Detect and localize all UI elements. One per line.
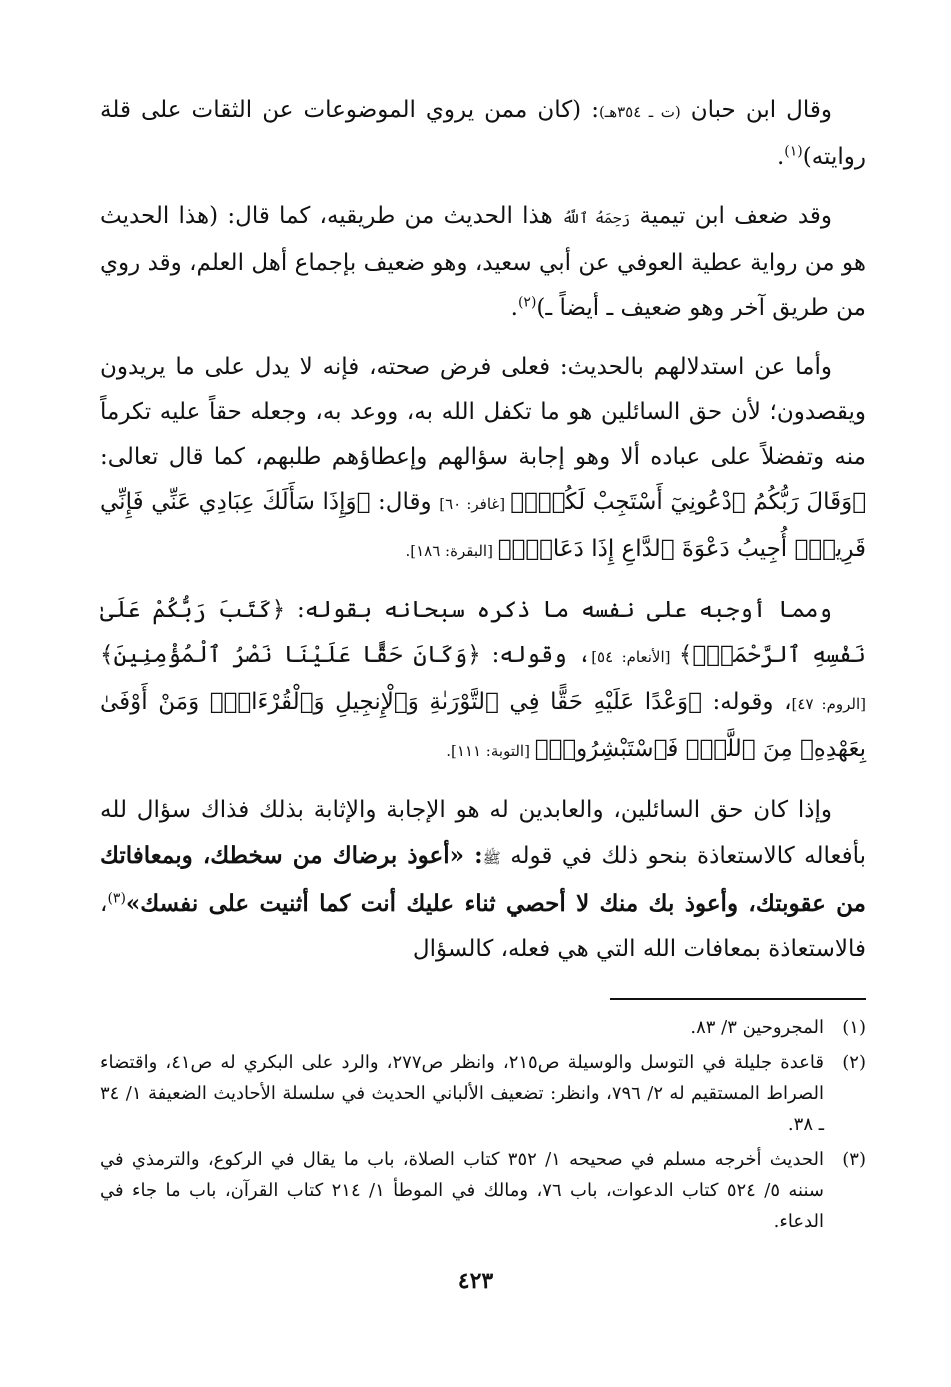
text-segment: ومما أوجبه على نفسه ما ذكره سبحانه بقوله: <box>285 597 832 623</box>
quran-verse: ﴿وَكَانَ حَقًّا عَلَيْنَا نَصْرُ ٱلْمُؤْمِنِينَ﴾ <box>100 642 481 668</box>
quran-verse: ﴿وَقَالَ رَبُّكُمُ ٱدْعُونِيٓ أَسْتَجِبْ لَكُمْۚ﴾ <box>510 489 866 515</box>
quran-verse: ﴿كَتَبَ رَبُّكُمْ عَلَىٰ نَفْسِهِ ٱلرَّحْمَةَۖ﴾ <box>100 597 866 668</box>
footnote-text: قاعدة جليلة في التوسل والوسيلة ص٢١٥، وانظر ص٢٧٧، والرد على البكري له ص٤١، واقتضاء الصراط المستقيم له ٢/ ٧٩٦، وانظر: تضعيف الألباني الحديث في سلسلة الأحاديث الضعيفة ١/ ٣٤ ـ ٣٨. <box>100 1052 824 1135</box>
text-segment: : «أعوذ برضاك من سخطك، وبمعافاتك من عقوبتك، وأعوذ بك منك لا أحصي ثناء عليك أنت كما أثنيت على نفسك» <box>100 842 866 917</box>
text-segment: هذا الحديث من طريقيه، كما قال: (هذا الحديث هو من رواية عطية العوفي عن أبي سعيد، وهو ضعيف بإجماع أهل العلم، وقد روي من طريق آخر وهو ضعيف ـ أيضاً ـ) <box>100 203 866 321</box>
text-segment: وقد ضعف ابن تيمية <box>630 203 833 229</box>
text-segment: . <box>510 295 518 321</box>
footnote-number: (٢) <box>842 1052 866 1073</box>
text-segment: (ت ـ ٣٥٤هـ) <box>598 103 681 121</box>
page-number: ٤٢٣ <box>457 1268 494 1294</box>
paragraph <box>100 588 866 774</box>
footnote-text: الحديث أخرجه مسلم في صحيحه ١/ ٣٥٢ كتاب الصلاة، باب ما يقال في الركوع، والترمذي في سننه ٥/ ٥٢٤ كتاب الدعوات، باب ٧٦، ومالك في الموطأ ١/ ٢١٤ كتاب القرآن، باب ما جاء في الدعاء. <box>100 1149 824 1232</box>
text-segment: ، وقوله: <box>480 642 592 668</box>
text-segment: [غافر: ٦٠] <box>439 495 511 513</box>
footnote-text: المجروحين ٣/ ٨٣. <box>690 1017 824 1038</box>
footnotes <box>100 1012 866 1241</box>
text-segment: [الروم: ٤٧] <box>791 695 867 713</box>
paragraph <box>100 345 866 574</box>
footnote-divider <box>610 998 866 1000</box>
footnote-ref: (١) <box>784 143 803 160</box>
footnote <box>100 1047 866 1140</box>
footnote-ref: (٣) <box>107 890 126 907</box>
text-segment: [التوبة: ١١١]. <box>446 742 535 760</box>
main-text <box>100 88 866 986</box>
quran-verse: ﴿وَإِذَا سَأَلَكَ عِبَادِي عَنِّي فَإِنِّي قَرِيبٌۖ أُجِيبُ دَعْوَةَ ٱلدَّاعِ إِذَا دَعَانِۖ﴾ <box>100 489 866 562</box>
paragraph <box>100 194 866 331</box>
footnote <box>100 1012 866 1043</box>
text-segment: [الأنعام: ٥٤] <box>591 648 679 666</box>
text-segment: وقال: <box>370 489 440 515</box>
text-segment: : (كان ممن يروي الموضوعات عن الثقات على قلة روايته) <box>100 97 866 170</box>
text-segment: وأما عن استدلالهم بالحديث: فعلى فرض صحته، فإنه لا يدل على ما يريدون ويقصدون؛ لأن حق السائلين هو ما تكفل الله به، ووعد به، وجعله حقاً عليه تكرماً منه وتفضلاً على عباده ألا وهو إجابة سؤالهم وإعطاؤهم طلبهم، كما قال تعالى: <box>100 354 866 470</box>
paragraph <box>100 788 866 972</box>
text-segment: وإذا كان حق السائلين، والعابدين له هو الإجابة والإثابة بذلك فذاك سؤال لله بأفعاله كالاستعاذة بنحو ذلك في قوله <box>100 797 866 869</box>
text-segment: ﷺ <box>482 849 501 867</box>
text-segment: ، وقوله: <box>701 689 792 715</box>
footnote <box>100 1144 866 1237</box>
quran-verse: ﴿وَعْدًا عَلَيْهِ حَقًّا فِي ٱلتَّوْرَىٰةِ وَٱلْإِنجِيلِ وَٱلْقُرْءَانِۚ وَمَنْ أَوْفَىٰ بِعَهْدِهِۦ مِنَ ٱللَّهِۚ فَٱسْتَبْشِرُوا۟﴾ <box>100 689 866 762</box>
footnote-number: (٣) <box>842 1149 866 1170</box>
footnote-number: (١) <box>842 1017 866 1038</box>
text-segment: . <box>776 144 785 170</box>
text-segment: رَحِمَهُ ٱللَّهُ <box>561 209 631 227</box>
text-segment: وقال ابن حبان <box>680 97 832 123</box>
text-segment: [البقرة: ١٨٦]. <box>405 542 498 560</box>
text-segment: ، فالاستعاذة بمعافات الله التي هي فعله، كالسؤال <box>100 891 866 962</box>
paragraph <box>100 88 866 180</box>
footnote-ref: (٢) <box>517 294 537 311</box>
